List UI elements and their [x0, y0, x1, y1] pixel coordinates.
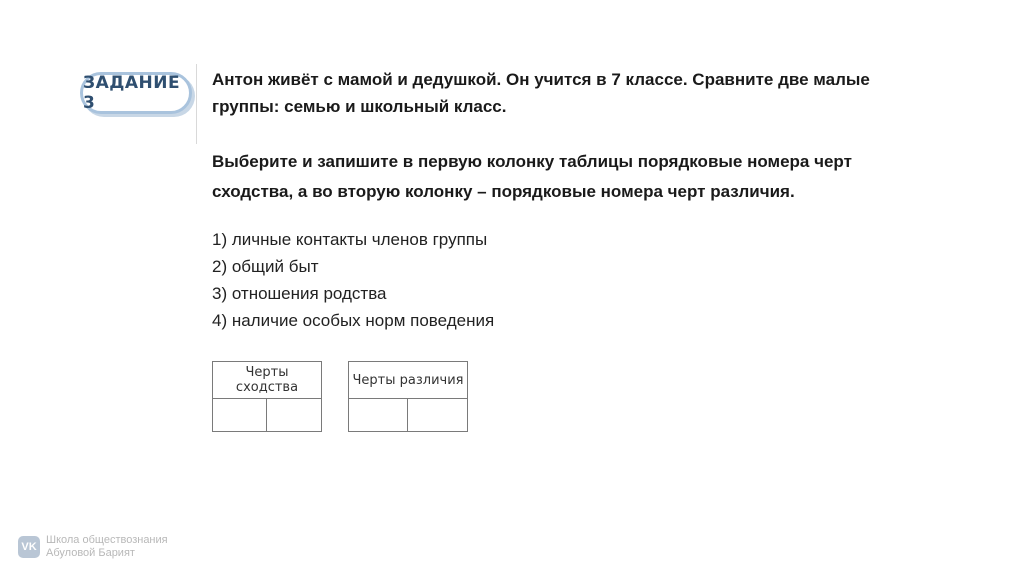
task-badge — [80, 72, 192, 114]
footer-line-1: Школа обществознания — [46, 534, 168, 546]
similarity-table — [212, 361, 322, 432]
options-list — [212, 226, 494, 334]
vk-logo-icon: VK — [18, 536, 40, 558]
task-instruction: Выберите и запишите в первую колонку таблицы порядковые номера черт сходства, а во вторую колонку – порядковые номера черт различия. — [212, 152, 852, 201]
footer-line-2: Абуловой Барият — [46, 547, 135, 559]
task-badge-label: ЗАДАНИЕ 3 — [83, 73, 181, 113]
similarity-header: Черты сходства — [213, 362, 322, 399]
similarity-cell-2[interactable] — [267, 399, 322, 432]
footer-text — [46, 534, 168, 560]
difference-cell-2[interactable] — [408, 399, 468, 432]
option-item: 4) наличие особых норм поведения — [212, 311, 495, 330]
option-item: 1) личные контакты членов группы — [212, 230, 488, 249]
difference-cell-1[interactable] — [349, 399, 408, 432]
task-intro: Антон живёт с мамой и дедушкой. Он учится в 7 классе. Сравните две малые группы: семью и школьный класс. — [212, 70, 870, 116]
difference-table — [348, 361, 468, 432]
option-item: 2) общий быт — [212, 257, 319, 276]
footer-watermark — [18, 534, 168, 560]
similarity-cell-1[interactable] — [213, 399, 267, 432]
divider-line — [196, 64, 197, 144]
option-item: 3) отношения родства — [212, 284, 387, 303]
difference-header: Черты различия — [349, 362, 468, 399]
